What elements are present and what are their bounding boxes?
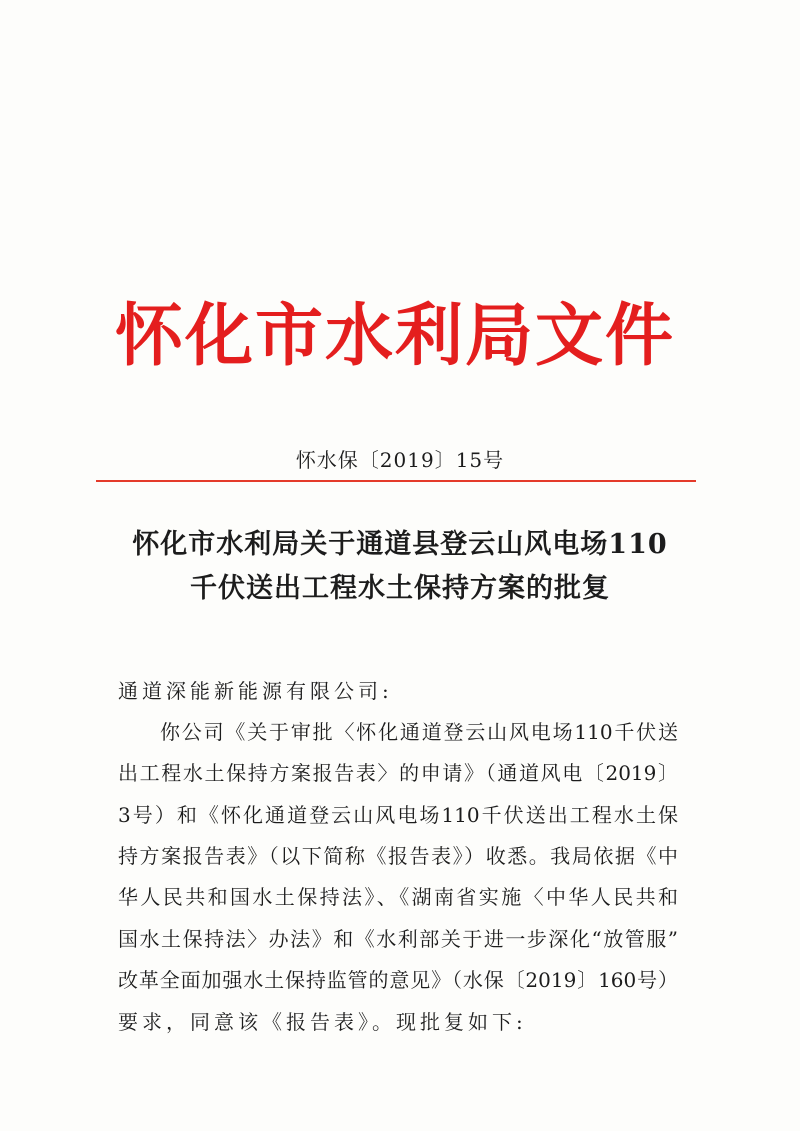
issuer-red-header: 怀化市水利局文件 bbox=[114, 297, 675, 376]
body-line: 改革全面加强水土保持监管的意见》（水保〔2019〕160号） bbox=[118, 968, 678, 992]
red-divider-line bbox=[96, 480, 696, 482]
document-number: 怀水保〔2019〕15号 bbox=[295, 448, 505, 472]
document-title-line-2: 千伏送出工程水土保持方案的批复 bbox=[190, 573, 610, 604]
body-line: 3号）和《怀化通道登云山风电场110千伏送出工程水土保 bbox=[118, 803, 678, 827]
body-line: 出工程水土保持方案报告表〉的申请》（通道风电〔2019〕 bbox=[118, 761, 678, 785]
body-line: 华人民共和国水土保持法》、《湖南省实施〈中华人民共和 bbox=[118, 885, 678, 909]
addressee: 通道深能新能源有限公司: bbox=[118, 679, 393, 703]
body-line: 要求，同意该《报告表》。现批复如下: bbox=[118, 1010, 527, 1034]
body-line: 国水土保持法〉办法》和《水利部关于进一步深化“放管服” bbox=[118, 927, 678, 951]
document-title-line-1: 怀化市水利局关于通道县登云山风电场110 bbox=[132, 529, 668, 560]
body-line: 持方案报告表》（以下简称《报告表》）收悉。我局依据《中 bbox=[118, 844, 678, 868]
body-line: 你公司《关于审批〈怀化通道登云山风电场110千伏送 bbox=[160, 720, 678, 744]
